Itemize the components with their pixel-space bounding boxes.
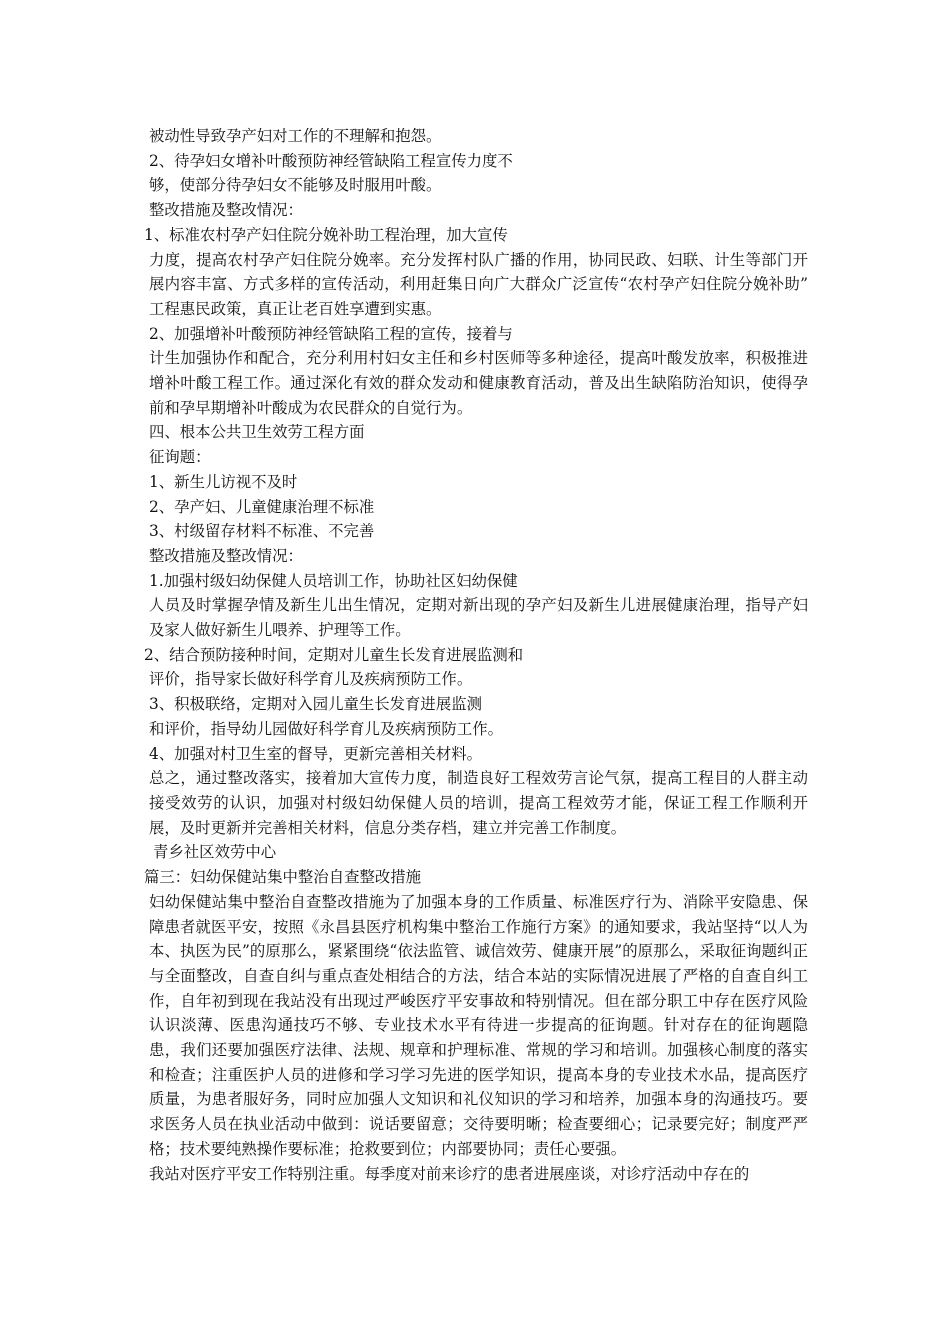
text-line: 整改措施及整改情况： xyxy=(149,546,303,565)
body-paragraph: 妇幼保健站集中整治自查整改措施为了加强本身的工作质量、标准医疗行为、消除平安隐患、保障患者就医平安，按照《永昌县医疗机构集中整治工作施行方案》的通知要求，我站坚持“以人为本、执医为民”的原那么，紧紧围绕“依法监管、诚信效劳、健康开展”的原那么，采取征询题纠正与全面整改，自查自纠与重点查处相结合的方法，结合本站的实际情况进展了严格的自查自纠工作，自年初到现在我站没有出现过严峻医疗平安事故和特别情况。但在部分职工中存在医疗风险认识淡薄、医患沟通技巧不够、专业技术水平有待进一步提高的征询题。针对存在的征询题隐患，我们还要加强医疗法律、法规、规章和护理标准、常规的学习和培训。加强核心制度的落实和检查；注重医护人员的进修和学习学习先进的医学知识，提高本身的专业技术水品，提高医疗质量，为患者服好务，同时应加强人文知识和礼仪知识的学习和培养，加强本身的沟通技巧。要求医务人员在执业活动中做到：说话要留意；交待要明晰；检查要细心；记录要完好；制度严严格；技术要纯熟操作要标准；抢救要到位；内部要协同；责任心要强。 xyxy=(149,892,808,1158)
body-paragraph: 力度，提高农村孕产妇住院分娩率。充分发挥村队广播的作用，协同民政、妇联、计生等部门开展内容丰富、方式多样的宣传活动，利用赶集日向广大群众广泛宣传“农村孕产妇住院分娩补助” 工程惠民政策，真正让老百姓享遭到实惠。 xyxy=(149,250,808,318)
text-line: 征询题： xyxy=(149,448,211,467)
text-line: 2、结合预防接种时间，定期对儿童生长发育进展监测和 xyxy=(144,645,524,664)
text-line: 被动性导致孕产妇对工作的不理解和抱怨。 xyxy=(149,127,442,145)
text-line: 评价，指导家长做好科学育儿及疾病预防工作。 xyxy=(149,670,473,689)
text-line: 1、新生儿访视不及时 xyxy=(149,472,298,491)
text-line: 2、加强增补叶酸预防神经管缺陷工程的宣传，接着与 xyxy=(149,324,513,343)
body-paragraph: 人员及时掌握孕情及新生儿出生情况，定期对新出现的孕产妇及新生儿进展健康治理，指导产妇及家人做好新生儿喂养、护理等工作。 xyxy=(149,596,808,640)
text-line: 3、村级留存材料不标准、不完善 xyxy=(149,522,375,541)
text-line: 和评价，指导幼儿园做好科学育儿及疾病预防工作。 xyxy=(149,719,503,738)
body-paragraph: 计生加强协作和配合，充分利用村妇女主任和乡村医师等多种途径，提高叶酸发放率，积极推进增补叶酸工程工作。通过深化有效的群众发动和健康教育活动，普及出生缺陷防治知识，使得孕前和孕早期增补叶酸成为农民群众的自觉行为。 xyxy=(149,349,808,417)
text-line: 4、加强对村卫生室的督导，更新完善相关材料。 xyxy=(149,744,482,763)
text-line: 四、根本公共卫生效劳工程方面 xyxy=(149,423,365,442)
body-paragraph: 我站对医疗平安工作特别注重。每季度对前来诊疗的患者进展座谈，对诊疗活动中存在的 xyxy=(149,1164,750,1183)
document-page xyxy=(144,124,808,1186)
text-line: 篇三：妇幼保健站集中整治自查整改措施 xyxy=(144,868,422,887)
text-line: 3、积极联络，定期对入园儿童生长发育进展监测 xyxy=(149,695,482,714)
text-line: 整改措施及整改情况： xyxy=(149,201,303,220)
text-line: 1.加强村级妇幼保健人员培训工作，协助社区妇幼保健 xyxy=(149,571,518,590)
text-line: 2、孕产妇、儿童健康治理不标准 xyxy=(149,497,375,516)
body-paragraph: 总之，通过整改落实，接着加大宣传力度，制造良好工程效劳言论气氛，提高工程目的人群主动接受效劳的认识，加强对村级妇幼保健人员的培训，提高工程效劳才能，保证工程工作顺利开展，及时更新并完善相关材料，信息分类存档，建立并完善工作制度。 xyxy=(149,769,808,837)
text-line: 1、标准农村孕产妇住院分娩补助工程治理，加大宣传 xyxy=(144,225,508,244)
text-line: 2、待孕妇女增补叶酸预防神经管缺陷工程宣传力度不 xyxy=(149,151,513,170)
text-line: 青乡社区效劳中心 xyxy=(153,843,277,862)
text-line: 够，使部分待孕妇女不能够及时服用叶酸。 xyxy=(149,176,442,195)
